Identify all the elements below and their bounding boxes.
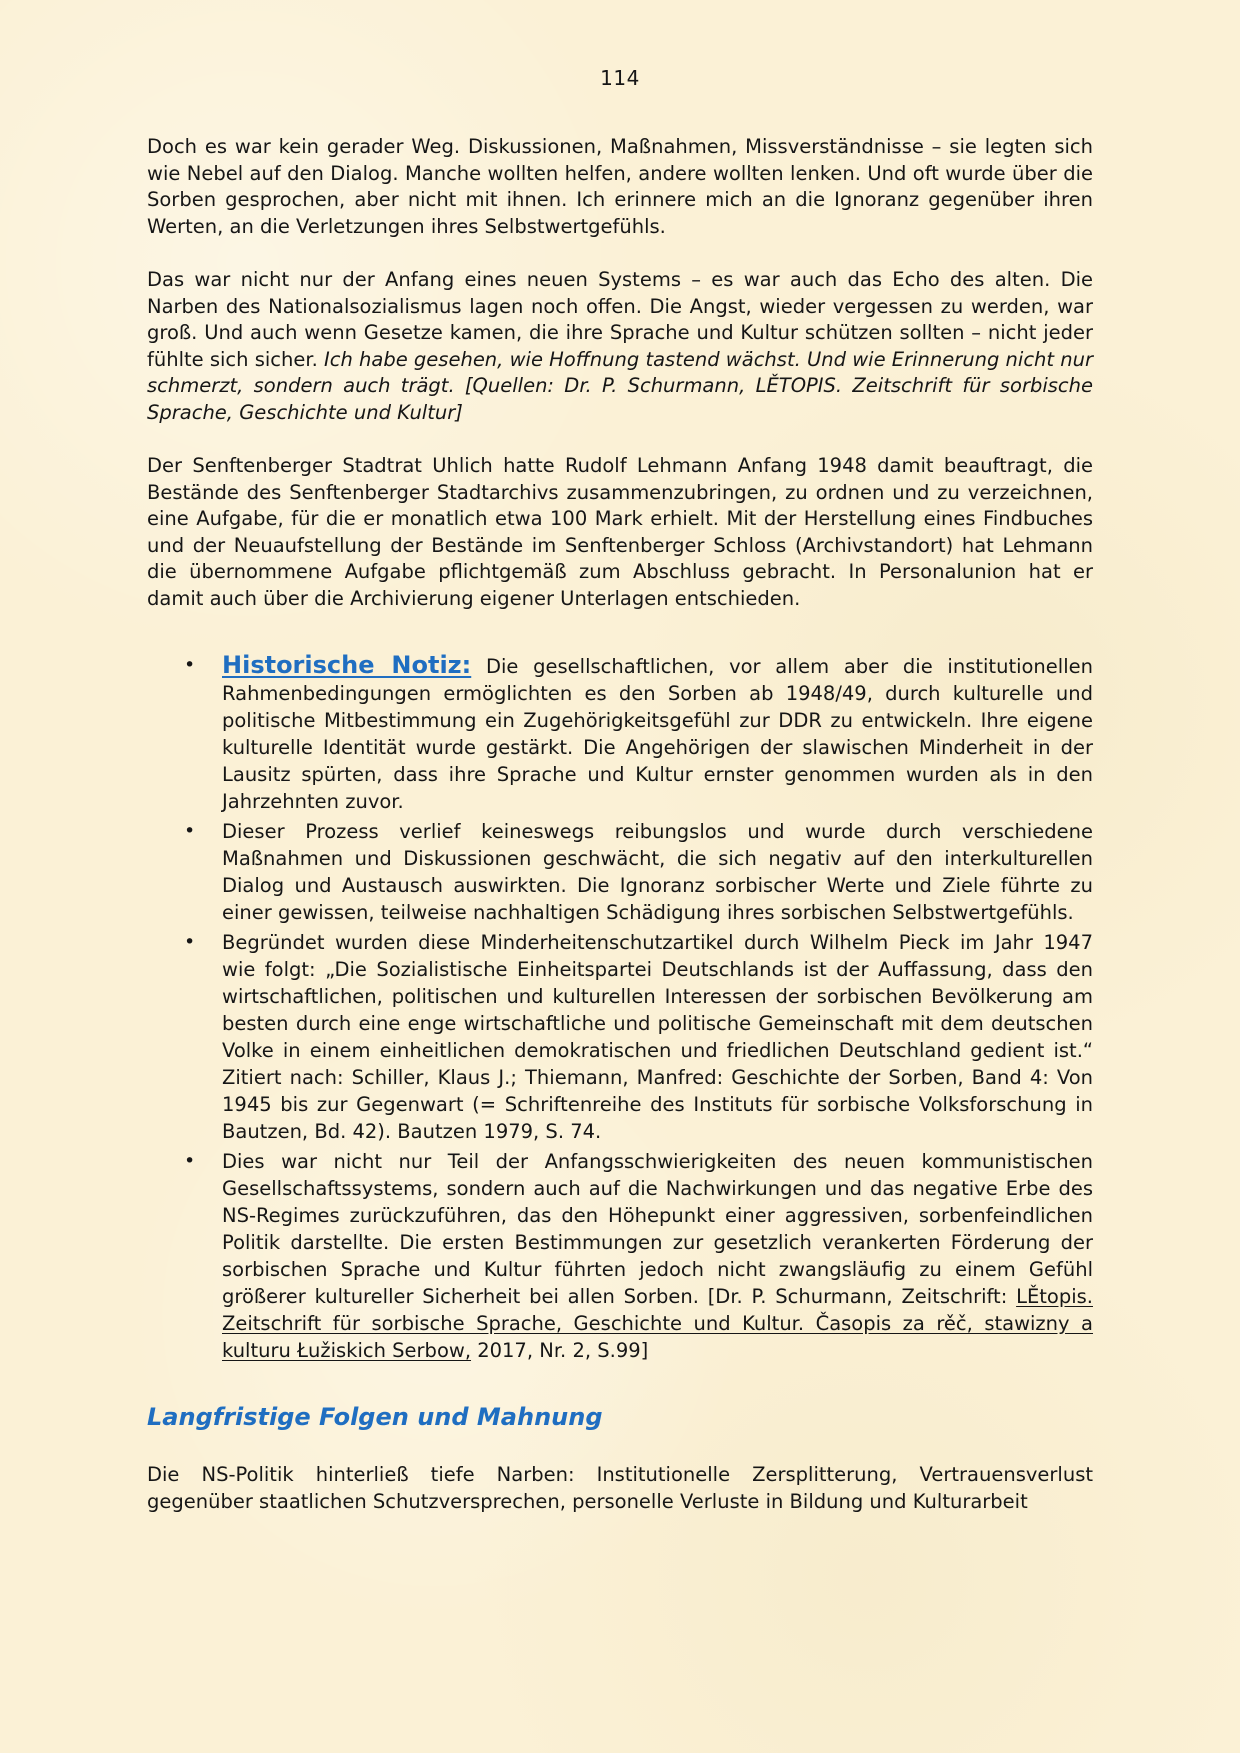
bullet-icon: • bbox=[184, 654, 196, 676]
list-item bbox=[184, 929, 1093, 1145]
historical-notes-list bbox=[147, 652, 1093, 1364]
note-text: Begründet wurden diese Minderheitenschutzartikel durch Wilhelm Pieck im Jahr 1947 wie folgt: „Die Sozialistische Einheitspartei Deutschlands ist der Auffassung, dass den wirtschaftlichen, politischen und kulturellen Interessen der sorbischen Bevölkerung am besten durch eine enge wirtschaftliche und politische Gemeinschaft mit dem deutschen Volke in einem einheitlichen demokratischen und friedlichen Deutschland gedient ist.“ Zitiert nach: Schiller, Klaus J.; Thiemann, Manfred: Geschichte der Sorben, Band 4: Von 1945 bis zur Gegenwart (= Schriftenreihe des Instituts für sorbische Volksforschung in Bautzen, Bd. 42). Bautzen 1979, S. 74. bbox=[222, 931, 1093, 1143]
note-text-end: 2017, Nr. 2, S.99] bbox=[471, 1339, 649, 1362]
paragraph-archive: Der Senftenberger Stadtrat Uhlich hatte Rudolf Lehmann Anfang 1948 damit beauftragt, die Bestände des Senftenberger Stadtarchivs zusammenzubringen, zu ordnen und zu verzeichnen, eine Aufgabe, für die er monatlich etwa 100 Mark erhielt. Mit der Herstellung eines Findbuches und der Neuaufstellung der Bestände im Senftenberger Schloss (Archivstandort) hat Lehmann die übernommene Aufgabe pflichtgemäß zum Abschluss gebracht. In Personalunion hat er damit auch über die Archivierung eigener Unterlagen entschieden. bbox=[147, 454, 1093, 610]
historical-note-label: Historische Notiz: bbox=[222, 651, 472, 679]
document-page bbox=[147, 68, 1093, 1515]
paragraph-echo bbox=[147, 267, 1093, 426]
list-item bbox=[184, 1148, 1093, 1364]
letopis-link[interactable]: LĚtopis. Zeitschrift für sorbische Sprache, Geschichte und Kultur. Časopis za rěč, stawizny a kulturu Łužiskich Serbow, bbox=[222, 1285, 1093, 1362]
paragraph-consequences: Die NS-Politik hinterließ tiefe Narben: Institutionelle Zersplitterung, Vertrauensverlust gegenüber staatlichen Schutzversprechen, personelle Verluste in Bildung und Kulturarbeit bbox=[147, 1463, 1093, 1513]
paragraph-echo-quote: Ich habe gesehen, wie Hoffnung tastend wächst. Und wie Erinnerung nicht nur schmerzt, sondern auch trägt. [Quellen: Dr. P. Schurmann, LĚTOPIS. Zeitschrift für sorbische Sprache, Geschichte und Kultur] bbox=[147, 347, 1093, 424]
bullet-icon: • bbox=[184, 820, 196, 842]
bullet-icon: • bbox=[184, 1150, 196, 1172]
section-heading: Langfristige Folgen und Mahnung bbox=[147, 1403, 603, 1431]
note-text: Dieser Prozess verlief keineswegs reibungslos und wurde durch verschiedene Maßnahmen und Diskussionen geschwächt, die sich negativ auf den interkulturellen Dialog und Austausch auswirkten. Die Ignoranz sorbischer Werte und Ziele führte zu einer gewissen, teilweise nachhaltigen Schädigung ihres sorbischen Selbstwertgefühls. bbox=[222, 820, 1093, 924]
bullet-icon: • bbox=[184, 931, 196, 953]
paragraph-echo-text: Das war nicht nur der Anfang eines neuen Systems – es war auch das Echo des alten. Die Narben des Nationalsozialismus lagen noch offen. Die Angst, wieder vergessen zu werden, war groß. Und auch wenn Gesetze kamen, die ihre Sprache und Kultur schützen sollten – nicht jeder fühlte sich sicher. bbox=[147, 268, 1093, 371]
page-number: 114 bbox=[600, 66, 640, 90]
list-item bbox=[184, 818, 1093, 926]
paragraph-dialog: Doch es war kein gerader Weg. Diskussionen, Maßnahmen, Missverständnisse – sie legten sich wie Nebel auf den Dialog. Manche wollten helfen, andere wollten lenken. Und oft wurde über die Sorben gesprochen, aber nicht mit ihnen. Ich erinnere mich an die Ignoranz gegenüber ihren Werten, an die Verletzungen ihres Selbstwertgefühls. bbox=[147, 135, 1093, 238]
note-text: Dies war nicht nur Teil der Anfangsschwierigkeiten des neuen kommunistischen Gesellschaftssystems, sondern auch auf die Nachwirkungen und das negative Erbe des NS-Regimes zurückzuführen, das den Höhepunkt einer aggressiven, sorbenfeindlichen Politik darstellte. Die ersten Bestimmungen zur gesetzlich verankerten Förderung der sorbischen Sprache und Kultur führten jedoch nicht zwangsläufig zu einem Gefühl größerer kultureller Sicherheit bei allen Sorben. [Dr. P. Schurmann, Zeitschrift: bbox=[222, 1150, 1093, 1308]
note-text: Die gesellschaftlichen, vor allem aber die institutionellen Rahmenbedingungen ermöglichten es den Sorben ab 1948/49, durch kulturelle und politische Mitbestimmung ein Zugehörigkeitsgefühl zur DDR zu entwickeln. Ihre eigene kulturelle Identität wurde gestärkt. Die Angehörigen der slawischen Minderheit in der Lausitz spürten, dass ihre Sprache und Kultur ernster genommen wurden als in den Jahrzehnten zuvor. bbox=[222, 655, 1093, 813]
list-item bbox=[184, 651, 1093, 815]
